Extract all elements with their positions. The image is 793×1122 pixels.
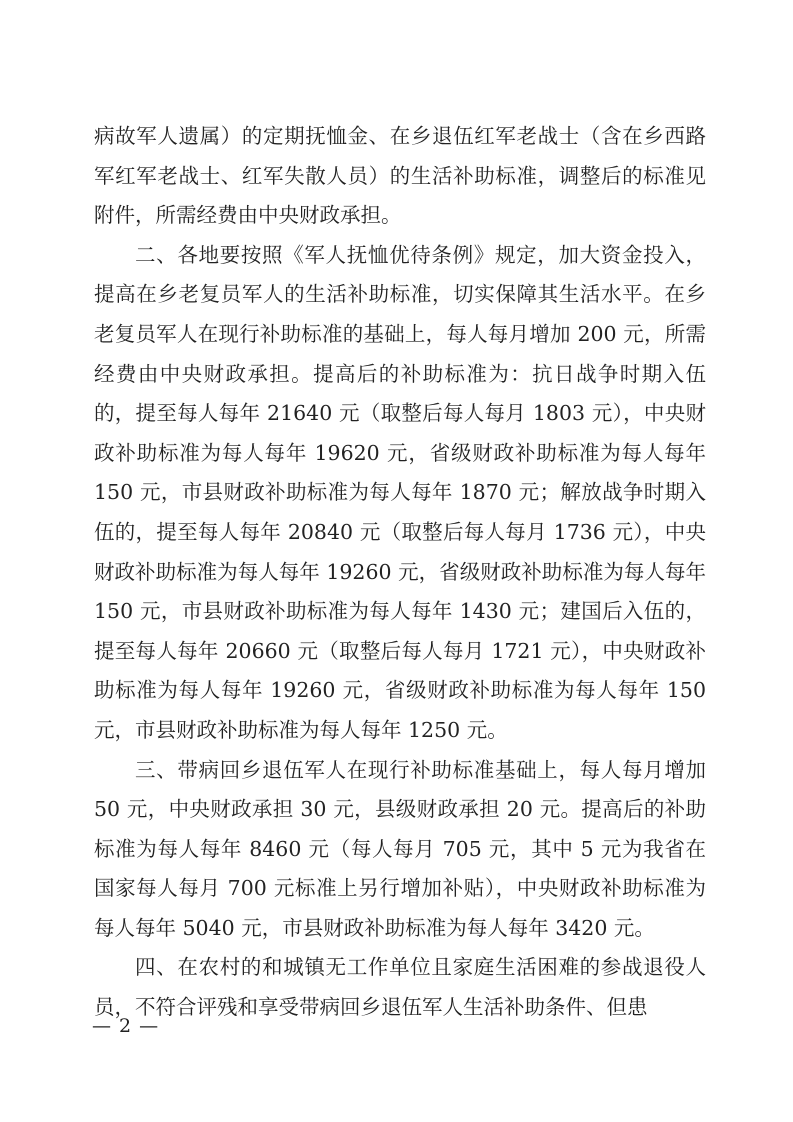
paragraph-item-3: 三、带病回乡退伍军人在现行补助标准基础上，每人每月增加 50 元，中央财政承担 30 元，县级财政承担 20 元。提高后的补助标准为每人每年 8460 元（每人每月 705 元，其中 5 元为我省在国家每人每月 700 元标准上另行增加补贴），中央财政补助标准为每人每年 5040 元，市县财政补助标准为每人每年 3420 元。 [94, 757, 706, 940]
paragraph-item-2: 二、各地要按照《军人抚恤优待条例》规定，加大资金投入，提高在乡老复员军人的生活补助标准，切实保障其生活水平。在乡老复员军人在现行补助标准的基础上，每人每月增加 200 元，所需经费由中央财政承担。提高后的补助标准为：抗日战争时期入伍的，提至每人每年 21640 元（取整后每人每月 1803 元），中央财政补助标准为每人每年 19620 元，省级财政补助标准为每人每年 150 元，市县财政补助标准为每人每年 1870 元；解放战争时期入伍的，提至每人每年 20840 元（取整后每人每月 1736 元），中央财政补助标准为每人每年 19260 元，省级财政补助标准为每人每年 150 元，市县财政补助标准为每人每年 1430 元；建国后入伍的，提至每人每年 20660 元（取整后每人每月 1721 元），中央财政补助标准为每人每年 19260 元，省级财政补助标准为每人每年 150 元，市县财政补助标准为每人每年 1250 元。 [94, 242, 706, 742]
paragraph-continued: 病故军人遗属）的定期抚恤金、在乡退伍红军老战士（含在乡西路军红军老战士、红军失散人员）的生活补助标准，调整后的标准见附件，所需经费由中央财政承担。 [94, 124, 706, 228]
document-body [94, 117, 706, 1028]
page-number: — 2 — [92, 1015, 160, 1037]
paragraph-item-4: 四、在农村的和城镇无工作单位且家庭生活困难的参战退役人员，不符合评残和享受带病回乡退伍军人生活补助条件、但患 [94, 955, 706, 1020]
